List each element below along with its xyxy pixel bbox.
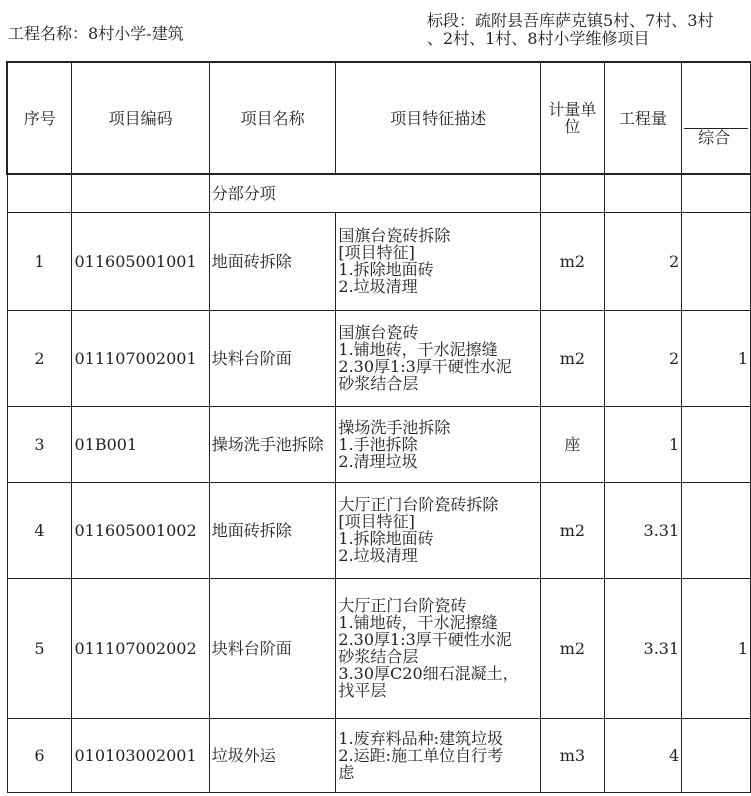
row-unit: m2 [541, 482, 605, 578]
row-unit: m2 [541, 212, 605, 310]
row-seq: 2 [7, 310, 72, 406]
desc-line: 1.铺地砖，干水泥擦缝 [338, 340, 498, 359]
row-unit: m2 [541, 578, 605, 718]
desc-line: 操场洗手池拆除 [338, 417, 451, 437]
row-seq: 3 [7, 406, 72, 482]
row-price: 1 [682, 310, 751, 406]
project-name: 工程名称：8村小学-建筑 [8, 24, 184, 43]
row-seq: 5 [7, 578, 72, 718]
row-seq: 4 [7, 482, 72, 578]
desc-line: 2.30厚1:3厚干硬性水泥 [338, 630, 512, 649]
desc-line: 2.30厚1:3厚干硬性水泥 [338, 357, 512, 376]
row-unit: m2 [541, 310, 605, 406]
header-composite-top [684, 91, 748, 129]
desc-line: 2.垃圾清理 [338, 546, 418, 565]
row-name: 地面砖拆除 [209, 212, 336, 310]
header-desc: 项目特征描述 [336, 62, 541, 174]
row-name: 块料台阶面 [209, 310, 336, 406]
row-code: 011107002001 [72, 310, 209, 406]
row-code: 011605001002 [72, 482, 209, 578]
row-price: 1 [682, 578, 751, 718]
section-label: 标段：疏附县吾库萨克镇5村、7村、3村 、2村、1村、8村小学维修项目 [427, 11, 714, 48]
bill-of-quantities-table [6, 61, 751, 793]
row-code: 01B001 [72, 406, 209, 482]
desc-line: 大厅正门台阶瓷砖 [338, 596, 467, 615]
row-price [682, 406, 751, 482]
desc-line: 2.运距:施工单位自行考 [338, 745, 504, 765]
table-row [7, 482, 751, 578]
desc-line: 1.废弃料品种:建筑垃圾 [338, 728, 504, 748]
header-unit: 计量单位 [541, 62, 605, 174]
desc-line: 2.清理垃圾 [338, 451, 418, 471]
header-seq: 序号 [7, 62, 72, 174]
desc-line: 1.拆除地面砖 [338, 529, 434, 548]
desc-line: 1.手池拆除 [338, 434, 418, 454]
row-qty: 4 [604, 718, 681, 792]
table-row [7, 718, 751, 792]
row-desc [336, 718, 541, 792]
desc-line: 砂浆结合层 [338, 374, 419, 393]
row-name: 地面砖拆除 [209, 482, 336, 578]
desc-line: 2.垃圾清理 [338, 277, 418, 296]
row-desc [336, 310, 541, 406]
desc-line: 虑 [338, 762, 355, 782]
desc-line: 找平层 [338, 681, 387, 700]
row-seq: 1 [7, 212, 72, 310]
table-row [7, 212, 751, 310]
row-unit: m3 [541, 718, 605, 792]
row-desc [336, 578, 541, 718]
row-qty: 2 [604, 212, 681, 310]
row-qty: 2 [604, 310, 681, 406]
table-row [7, 406, 751, 482]
desc-line: [项目特征] [338, 512, 415, 531]
group-label: 分部分项 [209, 174, 540, 212]
desc-line: 国旗台瓷砖 [338, 323, 419, 342]
desc-line: 1.铺地砖，干水泥擦缝 [338, 613, 498, 632]
desc-line: 大厅正门台阶瓷砖拆除 [338, 495, 499, 514]
table-row [7, 578, 751, 718]
row-price [682, 482, 751, 578]
row-qty: 1 [604, 406, 681, 482]
row-desc [336, 482, 541, 578]
group-row [7, 174, 751, 212]
desc-line: 1.拆除地面砖 [338, 260, 434, 279]
desc-line: 国旗台瓷砖拆除 [338, 226, 451, 245]
row-desc [336, 212, 541, 310]
row-code: 011107002002 [72, 578, 209, 718]
desc-line: [项目特征] [338, 243, 415, 262]
desc-line: 砂浆结合层 [338, 647, 419, 666]
table-row [7, 310, 751, 406]
row-name: 操场洗手池拆除 [209, 406, 336, 482]
table-header-row [7, 62, 751, 174]
table-body [7, 212, 751, 792]
header-composite-cell [682, 62, 751, 174]
row-name: 垃圾外运 [209, 718, 336, 792]
desc-line: 3.30厚C20细石混凝土， [338, 664, 519, 683]
row-desc [336, 406, 541, 482]
row-price [682, 212, 751, 310]
row-name: 块料台阶面 [209, 578, 336, 718]
row-code: 011605001001 [72, 212, 209, 310]
row-price [682, 718, 751, 792]
header-qty: 工程量 [604, 62, 681, 174]
header-name: 项目名称 [209, 62, 336, 174]
row-qty: 3.31 [604, 482, 681, 578]
row-qty: 3.31 [604, 578, 681, 718]
row-seq: 6 [7, 718, 72, 792]
row-unit: 座 [541, 406, 605, 482]
header-composite: 综合 [698, 127, 731, 147]
row-code: 010103002001 [72, 718, 209, 792]
header-code: 项目编码 [72, 62, 209, 174]
